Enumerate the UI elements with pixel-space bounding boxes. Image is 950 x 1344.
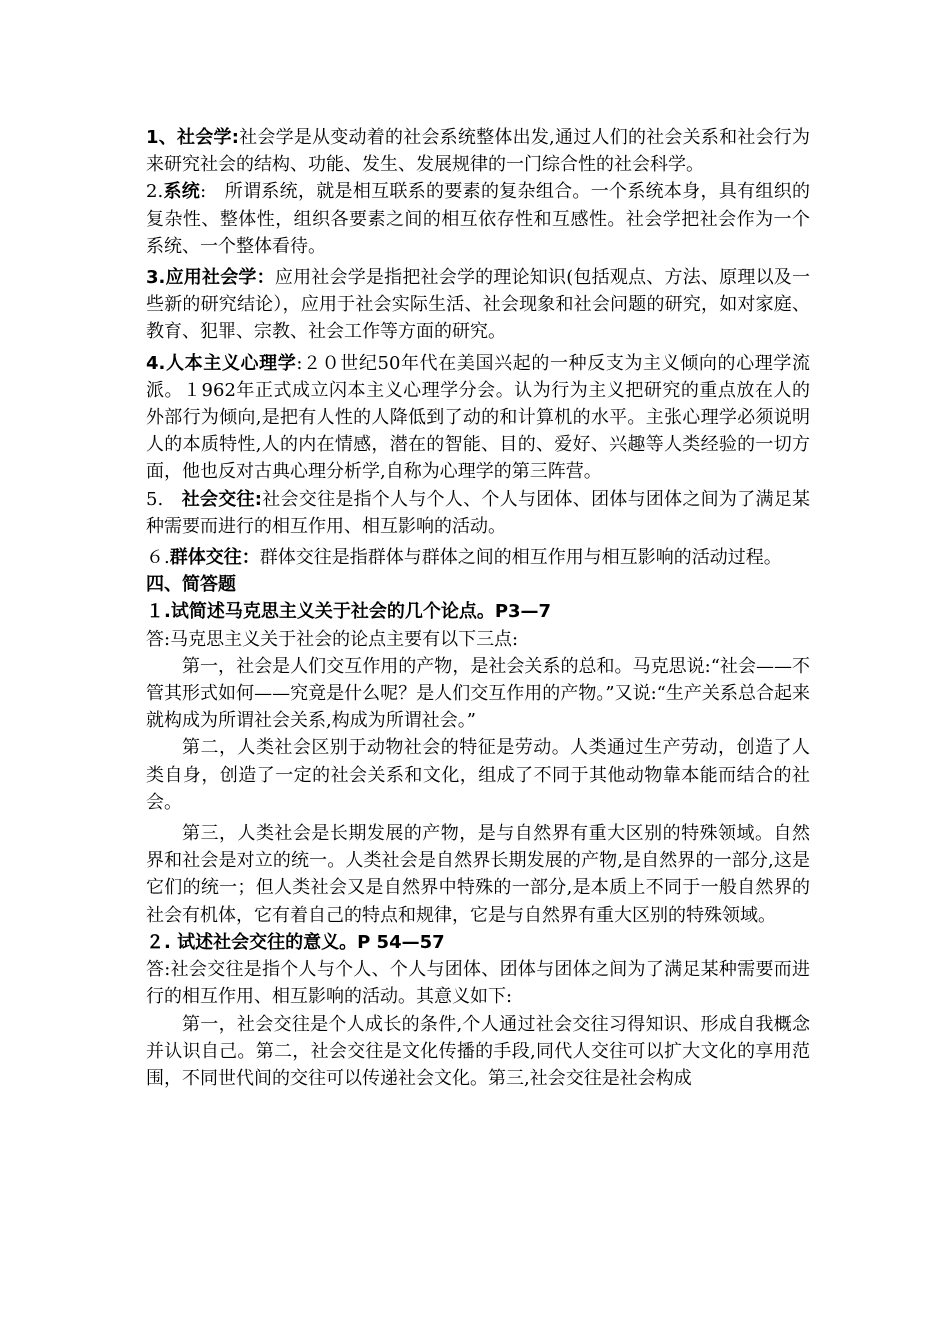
document-page	[146, 124, 810, 1092]
answer-intro: 答:社会交往是指个人与个人、个人与团体、团体与团体之间为了满足某种需要而进行的相互作用、相互影响的活动。其意义如下:	[146, 959, 810, 1008]
answer-paragraph: 第二，人类社会区别于动物社会的特征是劳动。人类通过生产劳动，创造了人类自身，创造了一定的社会关系和文化，组成了不同于其他动物靠本能而结合的社会。	[146, 737, 810, 813]
definition-term-text: 群体交往	[169, 547, 242, 569]
definition-term	[182, 489, 262, 510]
definition-text: 所谓系统，就是相互联系的要素的复杂组合。一个系统本身，具有组织的复杂性、整体性，组织各要素之间的相互依存性和互感性。社会学把社会作为一个系统、一个整体看待。	[146, 181, 811, 257]
definition-text: ２０世纪50年代在美国兴起的一种反支为主义倾向的心理学流派。１962年正式成立闪本主义心理学分会。认为行为主义把研究的重点放在人的外部行为倾向,是把有人性的人降低到了动的和计算机的水平。主张心理学必须说明人的本质特性,人的内在情感，潜在的智能、目的、爱好、兴趣等人类经验的一切方面，他也反对古典心理分析学,自称为心理学的第三阵营。	[146, 352, 811, 483]
definition-separator: :	[200, 181, 225, 203]
definition-separator: :	[231, 127, 239, 148]
definition-number: 3.	[146, 267, 166, 289]
definition-number: 1、	[146, 127, 177, 148]
definition-term-text: 人本主义心理学	[165, 352, 297, 374]
question-title: ２. 试述社会交往的意义。P 54—57	[146, 931, 445, 953]
definition-system	[146, 178, 810, 260]
definition-term-text: 社会学	[177, 127, 232, 148]
definition-separator: :	[254, 488, 262, 510]
section-title: 四、简答题	[146, 574, 236, 596]
definition-text: 社会学是从变动着的社会系统整体出发,通过人们的社会关系和社会行为来研究社会的结构、功能、发生、发展规律的一门综合性的社会科学。	[146, 127, 811, 176]
definition-term	[170, 547, 260, 568]
definition-term-text: 社会交往	[181, 488, 255, 510]
definition-term	[146, 353, 296, 374]
definition-number: 5.	[146, 488, 182, 510]
definition-number: 2.	[146, 181, 164, 203]
definition-number: ６.	[146, 547, 170, 569]
definition-applied-sociology	[146, 264, 810, 346]
definition-separator: ：	[256, 267, 275, 289]
answer-paragraph: 第一，社会交往是个人成长的条件,个人通过社会交往习得知识、形成自我概念并认识自己。第二，社会交往是文化传播的手段,同代人交往可以扩大文化的享用范围，不同世代间的交往可以传递社会文化。第三,社会交往是社会构成	[146, 1013, 810, 1089]
definition-social-interaction	[146, 486, 810, 540]
definition-term	[146, 267, 275, 288]
definition-group-interaction	[146, 544, 810, 571]
definition-sociology	[146, 124, 810, 178]
answer-intro: 答:马克思主义关于社会的论点主要有以下三点:	[146, 628, 519, 650]
answer-paragraph: 第一，社会是人们交互作用的产物，是社会关系的总和。马克思说:“社会——不管其形式如何——究竟是什么呢？是人们交互作用的产物。”又说:“生产关系总合起来就构成为所谓社会关系,构成为所谓社会。”	[146, 655, 810, 732]
question-title: １.试简述马克思主义关于社会的几个论点。P3—7	[146, 601, 552, 623]
definition-term	[146, 127, 239, 148]
definition-humanistic-psychology	[146, 350, 810, 486]
definition-number: 4.	[146, 352, 166, 374]
definition-text: 社会交往是指个人与个人、个人与团体、团体与团体之间为了满足某种需要而进行的相互作用、相互影响的活动。	[146, 488, 811, 537]
definition-separator: :	[296, 352, 303, 374]
definition-term: 系统	[163, 181, 201, 203]
definition-text: 群体交往是指群体与群体之间的相互作用与相互影响的活动过程。	[259, 547, 782, 569]
definition-term-text: 应用社会学	[165, 267, 257, 289]
answer-paragraph: 第三，人类社会是长期发展的产物，是与自然界有重大区别的特殊领域。自然界和社会是对立的统一。人类社会是自然界长期发展的产物,是自然界的一部分,这是它们的统一；但人类社会又是自然界中特殊的一部分,是本质上不同于一般自然界的社会有机体，它有着自己的特点和规律，它是与自然界有重大区别的特殊领域。	[146, 823, 810, 926]
definition-text: 应用社会学是指把社会学的理论知识(包括观点、方法、原理以及一些新的研究结论），应用于社会实际生活、社会现象和社会问题的研究，如对家庭、教育、犯罪、宗教、社会工作等方面的研究。	[146, 267, 810, 343]
definition-separator: ：	[241, 547, 260, 569]
